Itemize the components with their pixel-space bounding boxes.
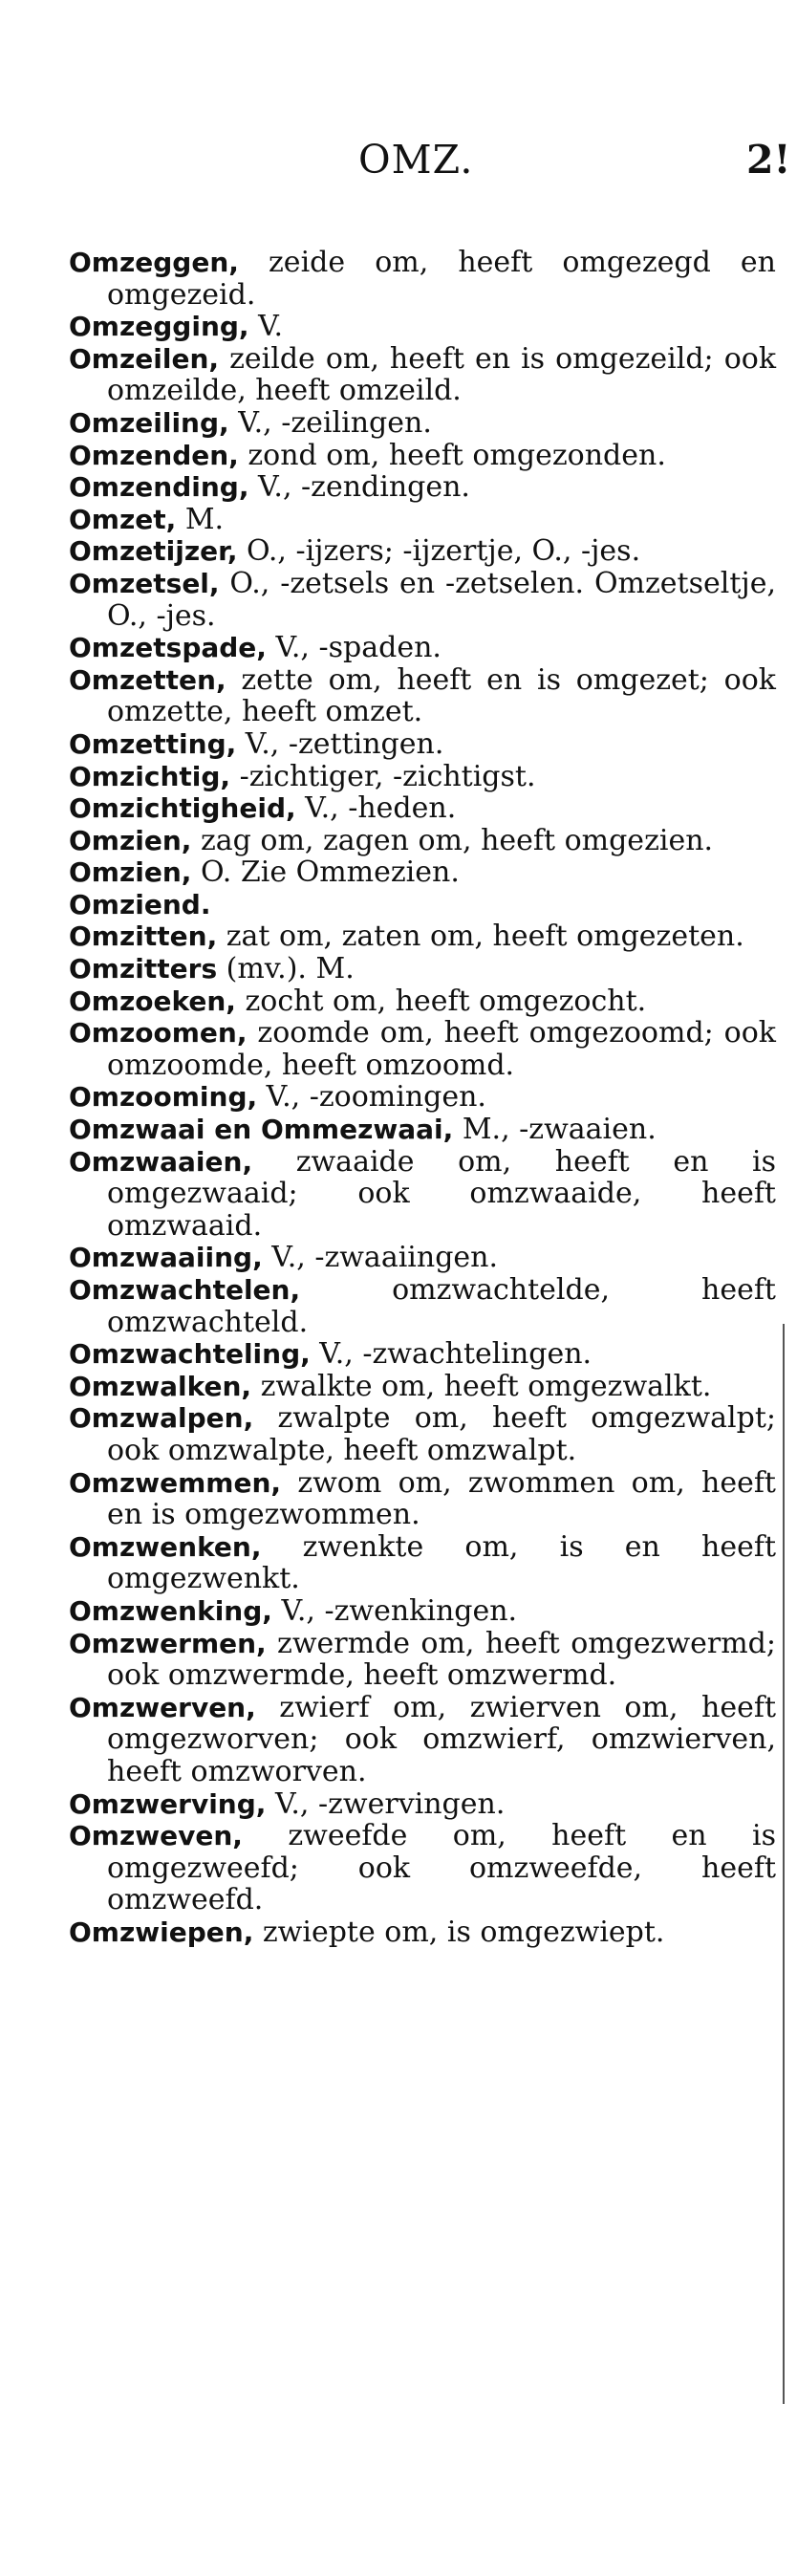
dictionary-entry (69, 632, 776, 664)
entry-definition: M. (176, 502, 225, 536)
entry-headword: Omzeiling, (69, 406, 229, 439)
dictionary-entry (69, 1788, 776, 1821)
entry-headword: Omzending, (69, 471, 249, 504)
dictionary-entry (69, 1531, 776, 1595)
dictionary-entry (69, 471, 776, 504)
entry-headword: Omzwalpen, (69, 1402, 254, 1435)
entry-headword: Omzien, (69, 824, 192, 856)
dictionary-entry (69, 504, 776, 536)
entry-definition: zag om, zagen om, heeft omgezien. (191, 823, 714, 857)
entry-definition: V., -zwachtelingen. (310, 1337, 592, 1372)
entry-definition: O. Zie Ommezien. (191, 855, 460, 890)
dictionary-entry (69, 889, 776, 921)
entry-definition: M., -zwaaien. (453, 1113, 657, 1147)
entry-definition: V., -zendingen. (248, 470, 470, 505)
entry-headword: Omzien, (69, 856, 192, 889)
dictionary-entry (69, 761, 776, 793)
entry-definition: V., -zwaaiingen. (262, 1241, 499, 1275)
page-number: 2! (746, 137, 791, 183)
dictionary-entry (69, 1820, 776, 1916)
dictionary-entry (69, 568, 776, 632)
dictionary-entry (69, 792, 776, 825)
entry-headword: Omzetsel, (69, 567, 220, 599)
entry-headword: Omzitten, (69, 920, 218, 953)
entry-headword: Omzwachtelen, (69, 1274, 301, 1306)
entry-definition: zond om, heeft omgezonden. (238, 438, 666, 472)
dictionary-entry (69, 856, 776, 889)
entry-headword: Omzweven, (69, 1820, 243, 1852)
dictionary-entry (69, 1114, 776, 1146)
dictionary-entry (69, 1274, 776, 1338)
column-rule (783, 1324, 785, 2404)
entry-definition: O., -zetsels en -zetselen. Omzetseltje, O., -jes. (107, 566, 776, 633)
dictionary-entry (69, 920, 776, 953)
entry-headword: Omzwemmen, (69, 1466, 282, 1499)
entry-headword: Omzwaai en Ommezwaai, (69, 1114, 454, 1146)
entry-definition: zoomde om, heeft omgezoomd; ook omzoomde, heeft omzoomd. (107, 1016, 776, 1082)
entry-headword: Omzegging, (69, 311, 249, 343)
dictionary-entry (69, 247, 776, 311)
dictionary-entry (69, 1402, 776, 1466)
entry-definition: zwaaide om, heeft en is omgezwaaid; ook omzwaaide, heeft omzwaaid. (107, 1144, 776, 1243)
dictionary-entry (69, 985, 776, 1018)
entry-headword: Omzooming, (69, 1081, 258, 1114)
entry-definition: zette om, heeft en is omgezet; ook omzette, heeft omzet. (107, 662, 776, 729)
entry-headword: Omzwerving, (69, 1787, 267, 1820)
dictionary-entry (69, 1146, 776, 1243)
dictionary-entry (69, 1371, 776, 1403)
entry-definition: zweefde om, heeft en is omgezweefd; ook omzweefde, heeft omzweefd. (107, 1819, 776, 1917)
running-head: OMZ. (358, 137, 474, 183)
entry-definition: zwalpte om, heeft omgezwalpt; ook omzwalpte, heeft omzwalpt. (107, 1401, 776, 1467)
dictionary-entry (69, 1017, 776, 1081)
entry-definition: zwenkte om, is en heeft omgezwenkt. (107, 1529, 776, 1596)
entry-headword: Omzwerven, (69, 1691, 256, 1723)
entry-definition: (mv.). M. (217, 952, 355, 986)
dictionary-entry (69, 1338, 776, 1371)
entry-definition: V., -spaden. (266, 631, 442, 665)
entry-headword: Omzetspade, (69, 632, 267, 664)
entry-headword: Omzeilen, (69, 342, 220, 375)
entry-headword: Omzichtig, (69, 760, 231, 792)
entry-headword: Omzeggen, (69, 247, 239, 278)
page-header (0, 137, 797, 194)
dictionary-entry (69, 1242, 776, 1274)
entry-definition: zeilde om, heeft en is omgezeild; ook omzeilde, heeft omzeild. (107, 341, 776, 408)
dictionary-entry (69, 953, 776, 985)
entry-headword: Omzenden, (69, 439, 239, 471)
entry-headword: Omziend. (69, 888, 211, 920)
entry-headword: Omzwiepen, (69, 1916, 254, 1948)
entry-definition: zat om, zaten om, heeft omgezeten. (217, 920, 744, 954)
entry-definition: zocht om, heeft omgezocht. (235, 984, 647, 1018)
entry-definition: V., -zettingen. (236, 726, 444, 761)
entry-definition: V. (248, 310, 284, 344)
dictionary-entry (69, 1916, 776, 1949)
entry-headword: Omzwaaien, (69, 1145, 253, 1178)
entry-headword: Omzwachteling, (69, 1338, 311, 1371)
entry-definition: zwierf om, zwierven om, heeft omgezworven; ook omzwierf, omzwierven, heeft omzworven. (107, 1690, 776, 1788)
dictionary-entry (69, 825, 776, 857)
entry-headword: Omzetting, (69, 727, 237, 760)
entry-definition: zwiepte om, is omgezwiept. (253, 1915, 665, 1949)
dictionary-entry (69, 1467, 776, 1531)
entry-headword: Omzetten, (69, 663, 226, 696)
entry-headword: Omzitters (69, 953, 218, 985)
entry-headword: Omzwalken, (69, 1370, 252, 1402)
entry-headword: Omzwenking, (69, 1594, 272, 1627)
entry-headword: Omzwermen, (69, 1627, 267, 1659)
dictionary-entry (69, 311, 776, 343)
entry-definition: zwermde om, heeft omgezwermd; ook omzwermde, heeft omzwermd. (107, 1626, 776, 1693)
dictionary-entry (69, 1081, 776, 1114)
entry-definition: zeide om, heeft omgezegd en omgezeid. (107, 246, 776, 312)
dictionary-entry (69, 407, 776, 440)
entry-headword: Omzoomen, (69, 1017, 248, 1050)
dictionary-entry (69, 1692, 776, 1788)
entry-headword: Omzwenken, (69, 1530, 262, 1563)
entry-headword: Omzetijzer, (69, 535, 238, 568)
dictionary-entry (69, 1628, 776, 1692)
dictionary-entry (69, 343, 776, 407)
entry-definition: omzwachtelde, heeft omzwachteld. (107, 1273, 776, 1339)
dictionary-entry (69, 1595, 776, 1628)
entry-headword: Omzet, (69, 503, 177, 535)
entry-headword: Omzwaaiing, (69, 1242, 263, 1274)
entry-definition: O., -ijzers; -ijzertje, O., -jes. (237, 534, 641, 569)
dictionary-entry (69, 440, 776, 472)
entry-headword: Omzichtigheid, (69, 792, 296, 825)
entry-definition: -zichtiger, -zichtigst. (230, 759, 536, 793)
entry-definition: zwalkte om, heeft omgezwalkt. (251, 1369, 712, 1403)
entry-definition: V., -zoomingen. (257, 1080, 486, 1115)
dictionary-entry (69, 535, 776, 568)
entry-list (69, 247, 776, 1948)
dictionary-entry (69, 728, 776, 761)
entry-definition: V., -zwenkingen. (271, 1593, 518, 1628)
entry-definition: V., -zeilingen. (228, 405, 432, 440)
dictionary-entry (69, 664, 776, 728)
entry-headword: Omzoeken, (69, 985, 236, 1017)
entry-definition: V., -zwervingen. (266, 1786, 506, 1821)
entry-definition: V., -heden. (295, 791, 457, 826)
entry-definition: zwom om, zwommen om, heeft en is omgezwommen. (107, 1465, 776, 1532)
